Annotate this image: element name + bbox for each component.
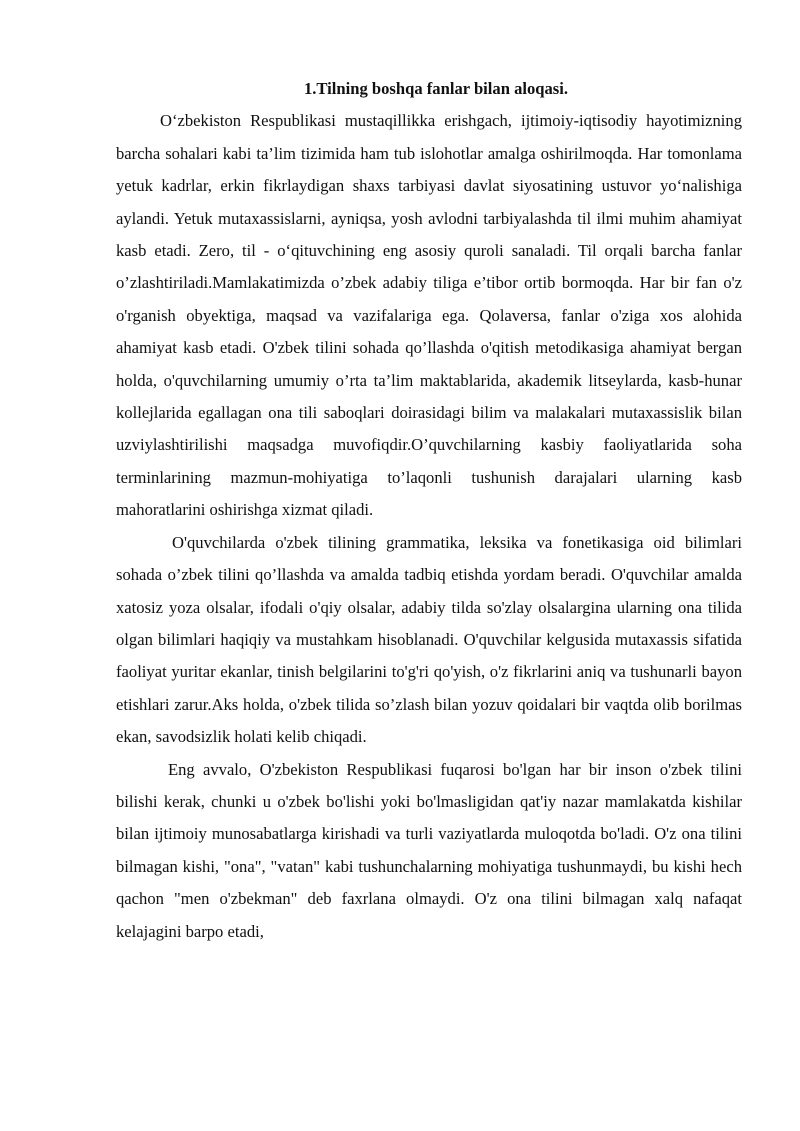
paragraph-3: Eng avvalo, O'zbekiston Respublikasi fuqarosi bo'lgan har bir inson o'zbek tilini bilishi kerak, chunki u o'zbek bo'lishi yoki bo'lmasligidan qat'iy nazar mamlakatda kishilar bilan ijtimoiy munosabatlarga kirishadi va turli vaziyatlarda muloqotda bo'ladi. O'z ona tilini bilmagan kishi, "ona", "vatan" kabi tushunchalarning mohiyatiga tushunmaydi, bu kishi hech qachon "men o'zbekman" deb faxrlana olmaydi. O'z ona tilini bilmagan xalq nafaqat kelajagini barpo etadi, xyxy=(116,759,742,941)
paragraph-2: O'quvchilarda o'zbek tilining grammatika, leksika va fonetikasiga oid bilimlari sohada o’zbek tilini qo’llashda va amalda tadbiq etishda yordam beradi. O'quvchilar amalda xatosiz yoza olsalar, ifodali o'qiy olsalar, adabiy tilda so'zlay olsalargina ularning ona tilida olgan bilimlari haqiqiy va mustahkam hisoblanadi. O'quvchilar kelgusida mutaxassis sifatida faoliyat yuritar ekanlar, tinish belgilarini to'g'ri qo'yish, o'z fikrlarini aniq va tushunarli bayon etishlari zarur.Aks holda, o'zbek tilida so’zlash bilan yozuv qoidalari bir vaqtda olib borilmas ekan, savodsizlik holati kelib chiqadi. xyxy=(116,532,742,747)
section-title: 1.Tilning boshqa fanlar bilan aloqasi. xyxy=(303,79,569,98)
paragraph-1: O‘zbekiston Respublikasi mustaqillikka erishgach, ijtimoiy-iqtisodiy hayotimizning barcha sohalari kabi ta’lim tizimida ham tub islohotlar amalga oshirilmoqda. Har tomonlama yetuk kadrlar, erkin fikrlaydigan shaxs tarbiyasi davlat siyosatining ustuvor yo‘nalishiga aylandi. Yetuk mutaxassislarni, ayniqsa, yosh avlodni tarbiyalashda til ilmi muhim ahamiyat kasb etadi. Zero, til - o‘qituvchining eng asosiy quroli sanaladi. Til orqali barcha fanlar o’zlashtiriladi.Mamlakatimizda o’zbek adabiy tiliga e’tibor ortib bormoqda. Har bir fan o'z o'rganish obyektiga, maqsad va vazifalariga ega. Qolaversa, fanlar o'ziga xos alohida ahamiyat kasb etadi. O'zbek tilini sohada qo’llashda o'qitish metodikasiga ahamiyat bergan holda, o'quvchilarning umumiy o’rta ta’lim maktablarida, akademik litseylarda, kasb-hunar kollejlarida egallagan ona tili saboqlari doirasidagi bilim va malakalari mutaxassislik bilan uzviylashtirilishi maqsadga muvofiqdir.O’quvchilarning kasbiy faoliyatlarida soha terminlarining mazmun-mohiyatiga to’laqonli tushunish darajalari ularning kasb mahoratlarini oshirishga xizmat qiladi. xyxy=(116,111,742,520)
document-page xyxy=(116,73,742,948)
